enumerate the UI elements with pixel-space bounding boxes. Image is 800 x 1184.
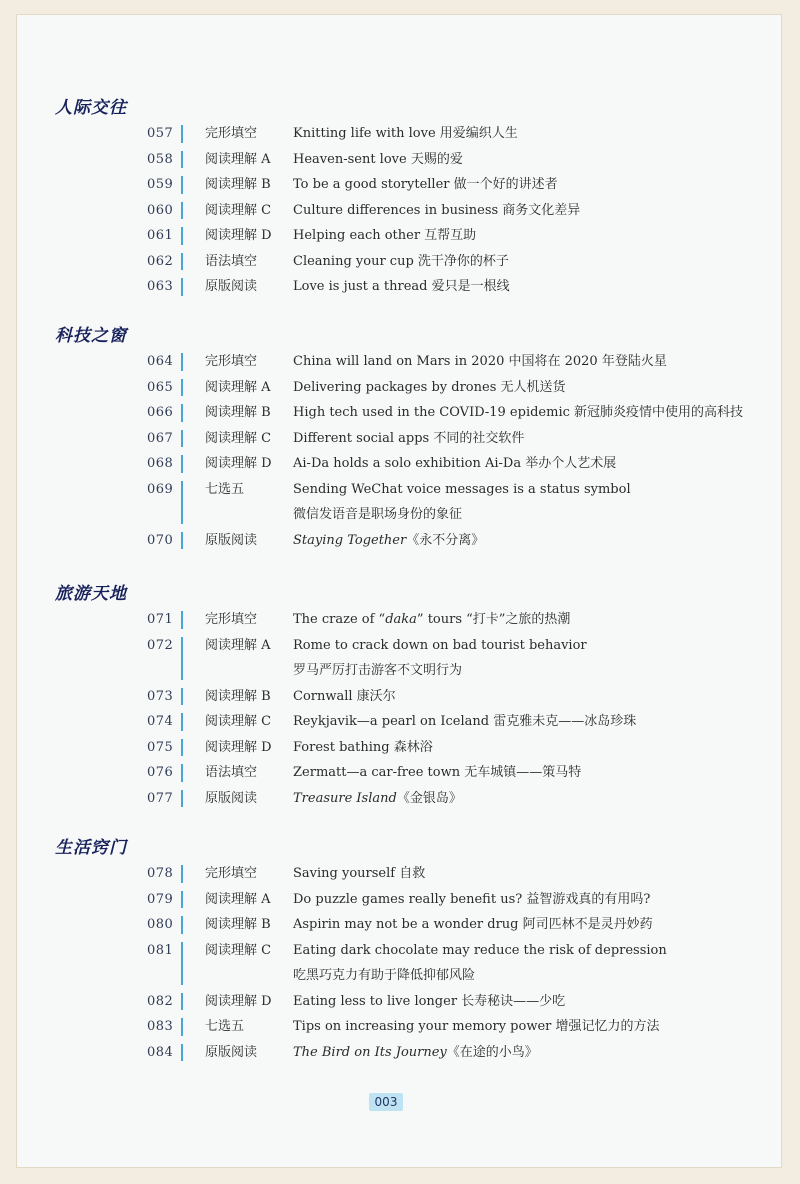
entry-title-line: China will land on Mars in 2020 中国将在 2020 年登陆火星 <box>293 354 667 369</box>
entry-title-line: Eating dark chocolate may reduce the risk of depression <box>293 942 667 958</box>
entry-number: 078 <box>147 866 174 881</box>
entry-number: 077 <box>147 790 174 806</box>
entry-divider <box>181 253 183 271</box>
entry-divider <box>181 891 183 909</box>
entry-title-line: 微信发语音是职场身份的象征 <box>293 507 463 522</box>
section-title: 科技之窗 <box>55 326 127 346</box>
entry-number: 075 <box>147 739 174 755</box>
toc-entry[interactable] <box>17 709 783 735</box>
entry-divider <box>181 532 183 550</box>
entry-title-line: The craze of “daka” tours “打卡”之旅的热潮 <box>293 612 571 627</box>
entry-type: 原版阅读 <box>205 790 258 806</box>
entry-type: 完形填空 <box>205 126 258 141</box>
entry-titles <box>293 684 763 710</box>
entry-number: 067 <box>147 430 174 446</box>
toc-entry[interactable] <box>17 861 783 887</box>
entry-type: 阅读理解 A <box>205 891 271 907</box>
entry-title-line: Delivering packages by drones 无人机送货 <box>293 379 566 395</box>
entry-number: 082 <box>147 993 174 1009</box>
entry-title-line: 罗马严厉打击游客不文明行为 <box>293 663 463 678</box>
entry-number: 058 <box>147 151 174 167</box>
entry-divider <box>181 227 183 245</box>
entry-divider <box>181 404 183 422</box>
entry-titles <box>293 607 763 633</box>
entry-titles <box>293 786 763 812</box>
entry-titles <box>293 400 763 426</box>
toc-entry[interactable] <box>17 274 783 300</box>
entry-number: 070 <box>147 532 174 548</box>
toc-entry[interactable] <box>17 375 783 401</box>
entry-divider <box>181 942 183 985</box>
entry-divider <box>181 278 183 296</box>
entry-number: 073 <box>147 688 174 704</box>
entry-title-line: Knitting life with love 用爱编织人生 <box>293 126 518 141</box>
entry-title-line: Treasure Island《金银岛》 <box>293 790 462 806</box>
entry-number: 061 <box>147 228 174 243</box>
toc-entry[interactable] <box>17 249 783 275</box>
entry-title-line: Tips on increasing your memory power 增强记忆力的方法 <box>293 1019 660 1034</box>
toc-entry[interactable] <box>17 684 783 710</box>
toc-entry[interactable] <box>17 633 783 684</box>
entry-list <box>17 349 783 553</box>
entry-type: 阅读理解 B <box>205 405 271 420</box>
toc-entry[interactable] <box>17 1040 783 1066</box>
entry-type: 阅读理解 D <box>205 993 272 1009</box>
entry-titles <box>293 912 763 938</box>
entry-divider <box>181 176 183 194</box>
entry-number: 057 <box>147 126 174 141</box>
entry-titles <box>293 426 763 452</box>
entry-number: 063 <box>147 279 174 294</box>
entry-title-line: Different social apps 不同的社交软件 <box>293 430 525 446</box>
entry-type: 阅读理解 B <box>205 688 271 704</box>
entry-list <box>17 861 783 1065</box>
entry-number: 079 <box>147 891 174 907</box>
toc-entry[interactable] <box>17 887 783 913</box>
entry-title-line: Helping each other 互帮互助 <box>293 228 477 243</box>
entry-titles <box>293 938 763 989</box>
entry-divider <box>181 713 183 731</box>
entry-titles <box>293 198 763 224</box>
entry-type: 完形填空 <box>205 612 258 627</box>
entry-titles <box>293 709 763 735</box>
toc-entry[interactable] <box>17 223 783 249</box>
toc-entry[interactable] <box>17 349 783 375</box>
entry-titles <box>293 121 763 147</box>
entry-type: 语法填空 <box>205 253 258 269</box>
toc-entry[interactable] <box>17 938 783 989</box>
entry-titles <box>293 451 763 477</box>
entry-list <box>17 607 783 811</box>
entry-title-line: To be a good storyteller 做一个好的讲述者 <box>293 177 558 192</box>
entry-divider <box>181 481 183 524</box>
toc-entry[interactable] <box>17 451 783 477</box>
entry-titles <box>293 223 763 249</box>
entry-title-line: Cleaning your cup 洗干净你的杯子 <box>293 253 509 269</box>
entry-title-line: Forest bathing 森林浴 <box>293 739 433 755</box>
toc-entry[interactable] <box>17 172 783 198</box>
entry-number: 071 <box>147 612 174 627</box>
entry-titles <box>293 861 763 887</box>
entry-title-line: Ai-Da holds a solo exhibition Ai-Da 举办个人艺术展 <box>293 456 617 471</box>
toc-entry[interactable] <box>17 760 783 786</box>
entry-type: 阅读理解 C <box>205 942 272 958</box>
entry-title-line: Rome to crack down on bad tourist behavior <box>293 637 587 653</box>
entry-type: 阅读理解 D <box>205 456 272 471</box>
entry-title-line: The Bird on Its Journey《在途的小鸟》 <box>293 1044 538 1060</box>
entry-divider <box>181 353 183 371</box>
entry-divider <box>181 202 183 220</box>
toc-entry[interactable] <box>17 147 783 173</box>
entry-number: 084 <box>147 1044 174 1060</box>
entry-title-line: Do puzzle games really benefit us? 益智游戏真的有用吗? <box>293 891 651 907</box>
entry-titles <box>293 147 763 173</box>
entry-type: 阅读理解 A <box>205 379 271 395</box>
entry-type: 阅读理解 A <box>205 637 271 653</box>
entry-type: 阅读理解 C <box>205 714 272 729</box>
entry-number: 074 <box>147 714 174 729</box>
entry-titles <box>293 249 763 275</box>
entry-titles <box>293 760 763 786</box>
entry-titles <box>293 375 763 401</box>
toc-entry[interactable] <box>17 528 783 554</box>
section-title: 旅游天地 <box>55 584 127 604</box>
entry-number: 083 <box>147 1019 174 1034</box>
entry-type: 完形填空 <box>205 354 258 369</box>
entry-title-line: Sending WeChat voice messages is a status symbol <box>293 481 631 497</box>
entry-number: 069 <box>147 481 174 497</box>
entry-type: 原版阅读 <box>205 1044 258 1060</box>
entry-number: 065 <box>147 379 174 395</box>
entry-title-line: Cornwall 康沃尔 <box>293 688 396 704</box>
entry-divider <box>181 1044 183 1062</box>
entry-divider <box>181 637 183 680</box>
toc-entry[interactable] <box>17 121 783 147</box>
entry-title-line: Heaven-sent love 天赐的爱 <box>293 151 463 167</box>
entry-divider <box>181 764 183 782</box>
entry-title-line: Reykjavik—a pearl on Iceland 雷克雅未克——冰岛珍珠 <box>293 714 637 729</box>
entry-titles <box>293 172 763 198</box>
entry-title-line: Staying Together《永不分离》 <box>293 532 485 548</box>
entry-type: 阅读理解 C <box>205 430 272 446</box>
entry-divider <box>181 739 183 757</box>
entry-type: 原版阅读 <box>205 279 258 294</box>
entry-number: 080 <box>147 917 174 932</box>
entry-title-line: 吃黑巧克力有助于降低抑郁风险 <box>293 968 476 983</box>
entry-type: 七选五 <box>205 481 245 497</box>
toc-entry[interactable] <box>17 477 783 528</box>
entry-divider <box>181 611 183 629</box>
entry-type: 语法填空 <box>205 765 258 780</box>
toc-entry[interactable] <box>17 912 783 938</box>
entry-type: 阅读理解 D <box>205 228 272 243</box>
entry-divider <box>181 151 183 169</box>
entry-divider <box>181 790 183 808</box>
entry-type: 七选五 <box>205 1019 245 1034</box>
entry-number: 060 <box>147 202 174 218</box>
toc-entry[interactable] <box>17 607 783 633</box>
entry-divider <box>181 865 183 883</box>
entry-titles <box>293 887 763 913</box>
toc-entry[interactable] <box>17 735 783 761</box>
entry-titles <box>293 528 763 554</box>
entry-title-line: Aspirin may not be a wonder drug 阿司匹林不是灵丹妙药 <box>293 917 653 932</box>
entry-number: 072 <box>147 637 174 653</box>
toc-entry[interactable] <box>17 400 783 426</box>
entry-title-line: Saving yourself 自救 <box>293 866 426 881</box>
entry-number: 081 <box>147 942 174 958</box>
entry-number: 068 <box>147 456 174 471</box>
toc-entry[interactable] <box>17 198 783 224</box>
entry-divider <box>181 1018 183 1036</box>
entry-number: 062 <box>147 253 174 269</box>
entry-divider <box>181 916 183 934</box>
toc-entry[interactable] <box>17 989 783 1015</box>
entry-divider <box>181 125 183 143</box>
entry-title-line: Love is just a thread 爱只是一根线 <box>293 279 510 294</box>
entry-title-line: Culture differences in business 商务文化差异 <box>293 202 581 218</box>
entry-titles <box>293 633 763 684</box>
entry-type: 阅读理解 B <box>205 177 271 192</box>
entry-title-line: High tech used in the COVID-19 epidemic 新冠肺炎疫情中使用的高科技 <box>293 405 744 420</box>
entry-titles <box>293 477 763 528</box>
entry-divider <box>181 455 183 473</box>
entry-divider <box>181 688 183 706</box>
entry-title-line: Eating less to live longer 长寿秘诀——少吃 <box>293 993 566 1009</box>
entry-divider <box>181 993 183 1011</box>
entry-number: 066 <box>147 405 174 420</box>
contents-page <box>16 14 782 1168</box>
section-title: 人际交往 <box>55 98 127 118</box>
entry-divider <box>181 430 183 448</box>
entry-type: 阅读理解 D <box>205 739 272 755</box>
entry-titles <box>293 349 763 375</box>
entry-number: 064 <box>147 354 174 369</box>
entry-type: 完形填空 <box>205 866 258 881</box>
toc-entry[interactable] <box>17 1014 783 1040</box>
entry-titles <box>293 1040 763 1066</box>
entry-number: 076 <box>147 765 174 780</box>
entry-type: 阅读理解 B <box>205 917 271 932</box>
entry-type: 阅读理解 C <box>205 202 272 218</box>
entry-divider <box>181 379 183 397</box>
section-title: 生活窍门 <box>55 838 127 858</box>
entry-titles <box>293 735 763 761</box>
entry-titles <box>293 274 763 300</box>
entry-list <box>17 121 783 300</box>
entry-type: 原版阅读 <box>205 532 258 548</box>
entry-number: 059 <box>147 177 174 192</box>
toc-entry[interactable] <box>17 426 783 452</box>
entry-title-line: Zermatt—a car-free town 无车城镇——策马特 <box>293 765 582 780</box>
entry-titles <box>293 989 763 1015</box>
page-number: 003 <box>369 1093 403 1111</box>
entry-type: 阅读理解 A <box>205 151 271 167</box>
toc-entry[interactable] <box>17 786 783 812</box>
entry-titles <box>293 1014 763 1040</box>
